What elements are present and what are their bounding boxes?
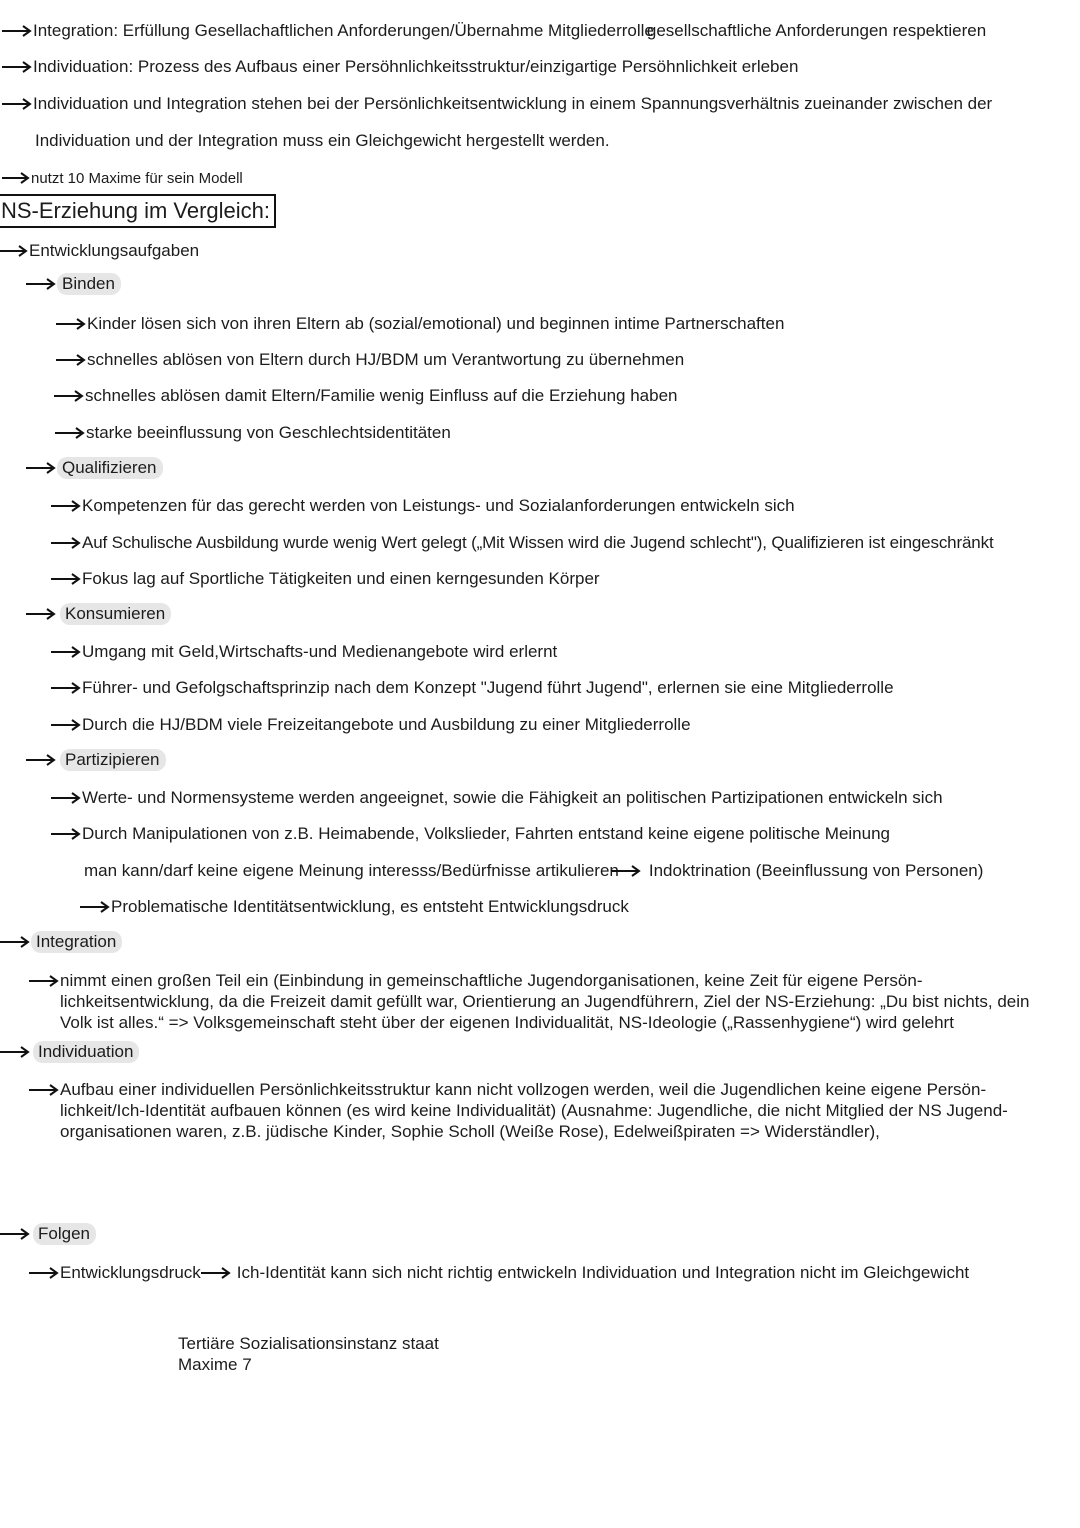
arrow-icon — [0, 936, 30, 948]
konsumieren-item: Umgang mit Geld,Wirtschafts-und Medienangebote wird erlernt — [51, 641, 557, 663]
intro-line-gleichgewicht: Individuation und der Integration muss ein Gleichgewicht hergestellt werden. — [35, 131, 610, 150]
qualifizieren-item: Kompetenzen für das gerecht werden von Leistungs- und Sozialanforderungen entwickeln sich — [51, 495, 795, 517]
binden-label: Binden — [57, 273, 121, 295]
arrow-icon — [51, 719, 81, 731]
partizipieren-heading — [26, 749, 166, 771]
konsumieren-heading — [26, 603, 171, 625]
arrow-icon — [54, 390, 84, 402]
intro-line-integration: Integration: Erfüllung Gesellachaftlichen Anforderungen/Übernahme Mitgliederrollegesellschaftliche Anforderungen respektieren — [2, 20, 986, 42]
qualifizieren-label: Qualifizieren — [57, 457, 163, 479]
intro-line-individuation: Individuation: Prozess des Aufbaus einer Persöhnlichkeitsstruktur/einzigartige Persöhnlichkeit erleben — [2, 56, 798, 78]
qualifizieren-heading — [26, 457, 163, 479]
arrow-icon — [2, 61, 32, 73]
arrow-icon — [26, 608, 56, 620]
intro-line-spannung: Individuation und Integration stehen bei der Persönlichkeitsentwicklung in einem Spannungsverhältnis zueinander zwischen der — [2, 93, 992, 115]
binden-item: starke beeinflussung von Geschlechtsidentitäten — [55, 422, 451, 444]
arrow-icon — [56, 354, 86, 366]
arrow-icon — [56, 318, 86, 330]
arrow-icon — [0, 1228, 30, 1240]
arrow-icon — [51, 537, 81, 549]
section-heading: NS-Erziehung im Vergleich: — [0, 194, 276, 228]
folgen-heading — [0, 1223, 96, 1245]
konsumieren-label: Konsumieren — [60, 603, 171, 625]
folgen-label: Folgen — [33, 1223, 96, 1245]
arrow-icon — [26, 462, 56, 474]
binden-item: schnelles ablösen von Eltern durch HJ/BDM um Verantwortung zu übernehmen — [56, 349, 684, 371]
partizipieren-item: Durch Manipulationen von z.B. Heimabende, Volkslieder, Fahrten entstand keine eigene politische Meinung — [51, 823, 890, 845]
individuation-label: Individuation — [33, 1041, 139, 1063]
partizipieren-label: Partizipieren — [60, 749, 166, 771]
arrow-icon — [0, 1046, 30, 1058]
individuation-paragraph: Aufbau einer individuellen Persönlichkeitsstruktur kann nicht vollzogen werden, weil die Jugendlichen keine eigene Persön- lichkeit/Ich-Identität aufbauen können (es wird keine Individualität) (Ausnahme: Jugendliche, die nicht Mitglied der NS Jugend- organisationen waren, z.B. jüdische Kinder, Sophie Scholl (Weiße Rose), Edelweißpiraten => Widerständler), — [60, 1079, 1080, 1142]
arrow-icon — [51, 500, 81, 512]
arrow-icon — [29, 1267, 59, 1279]
individuation-heading — [0, 1041, 139, 1063]
partizipieren-item: Problematische Identitätsentwicklung, es entsteht Entwicklungsdruck — [80, 896, 629, 918]
arrow-icon — [80, 901, 110, 913]
arrow-icon — [51, 792, 81, 804]
arrow-icon — [201, 1267, 231, 1279]
konsumieren-item: Durch die HJ/BDM viele Freizeitangebote und Ausbildung zu einer Mitgliederrolle — [51, 714, 691, 736]
arrow-icon — [51, 828, 81, 840]
arrow-icon — [29, 1084, 59, 1096]
binden-item: Kinder lösen sich von ihren Eltern ab (sozial/emotional) und beginnen intime Partnerschaften — [56, 313, 784, 335]
arrow-icon — [2, 25, 32, 37]
integration-label: Integration — [31, 931, 122, 953]
arrow-icon — [2, 172, 30, 184]
arrow-icon — [2, 98, 32, 110]
arrow-icon — [51, 573, 81, 585]
arrow-icon — [26, 754, 56, 766]
entwicklungsaufgaben-line: Entwicklungsaufgaben — [0, 240, 199, 262]
note-line: Tertiäre Sozialisationsinstanz staat — [178, 1334, 439, 1353]
arrow-icon — [611, 865, 641, 877]
arrow-icon — [55, 427, 85, 439]
intro-line-maxime: nutzt 10 Maxime für sein Modell — [2, 168, 243, 190]
integration-paragraph: nimmt einen großen Teil ein (Einbindung in gemeinschaftliche Jugendorganisationen, keine Zeit für eigene Persön- lichkeitsentwicklung, da die Freizeit damit gefüllt war, Orientierung an Jugendführern, Ziel der NS-Erziehung: „Du bist nichts, dein Volk ist alles.“ => Volksgemeinschaft steht über der eigenen Individualität, NS-Ideologie („Rassenhygiene“) wird gelehrt — [60, 970, 1080, 1033]
arrow-icon — [51, 682, 81, 694]
folgen-item: Entwicklungsdruck Ich-Identität kann sich nicht richtig entwickeln Individuation und Integration nicht im Gleichgewicht — [29, 1262, 969, 1284]
qualifizieren-item: Auf Schulische Ausbildung wurde wenig Wert gelegt („Mit Wissen wird die Jugend schlecht"), Qualifizieren ist eingeschränkt — [51, 532, 994, 554]
binden-heading — [26, 273, 121, 295]
side-note — [178, 1333, 439, 1375]
arrow-icon — [29, 975, 59, 987]
arrow-icon — [0, 245, 28, 257]
arrow-icon — [26, 278, 56, 290]
note-line: Maxime 7 — [178, 1355, 252, 1374]
partizipieren-item-meinung: man kann/darf keine eigene Meinung interesss/Bedürfnisse artikulieren Indoktrination (Beeinflussung von Personen) — [84, 861, 984, 880]
binden-item: schnelles ablösen damit Eltern/Familie wenig Einfluss auf die Erziehung haben — [54, 385, 678, 407]
integration-heading — [0, 931, 122, 953]
konsumieren-item: Führer- und Gefolgschaftsprinzip nach dem Konzept "Jugend führt Jugend", erlernen sie eine Mitgliederrolle — [51, 677, 894, 699]
qualifizieren-item: Fokus lag auf Sportliche Tätigkeiten und einen kerngesunden Körper — [51, 568, 600, 590]
partizipieren-item: Werte- und Normensysteme werden angeeignet, sowie die Fähigkeit an politischen Partizipationen entwickeln sich — [51, 787, 943, 809]
arrow-icon — [51, 646, 81, 658]
